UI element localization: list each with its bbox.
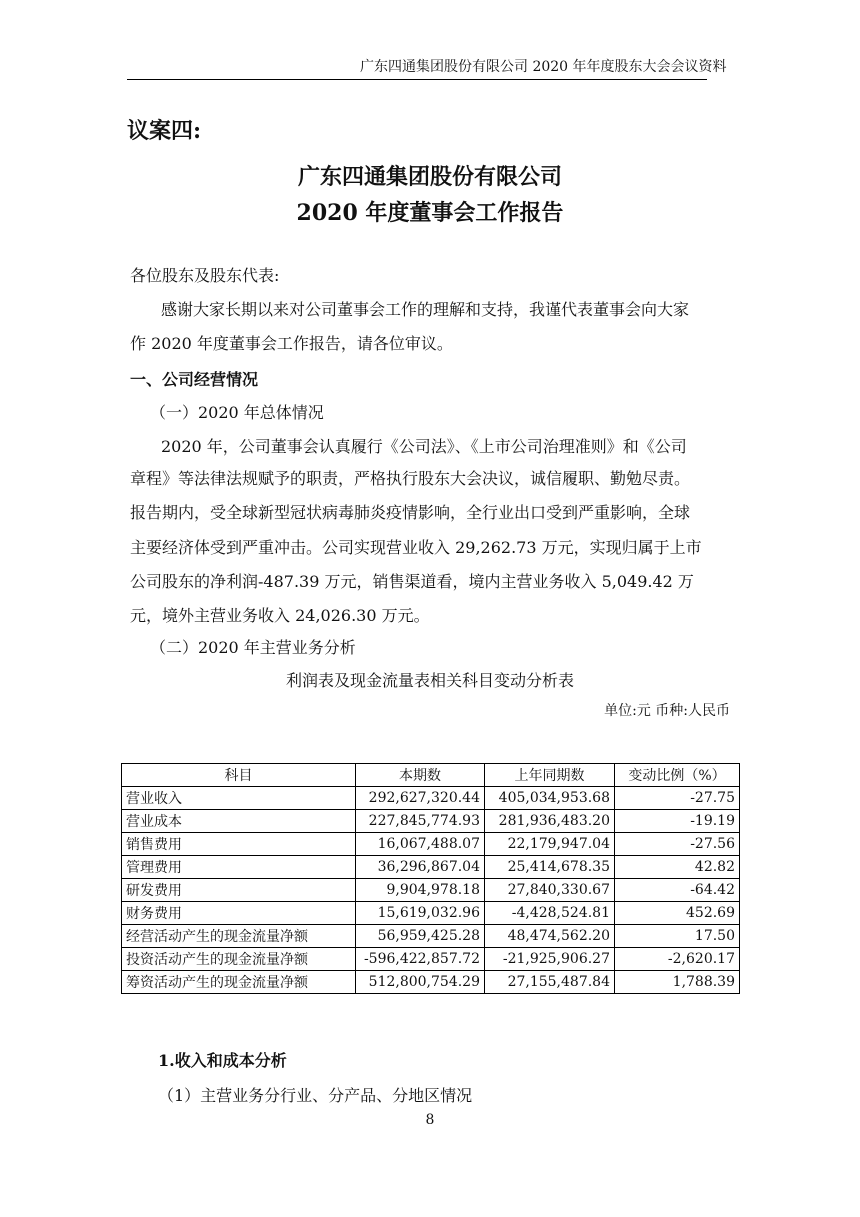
prior-value: 27,840,330.67 xyxy=(485,879,615,902)
row-label: 经营活动产生的现金流量净额 xyxy=(122,925,356,948)
table-row xyxy=(122,833,740,856)
page-number: 8 xyxy=(425,1112,435,1128)
subsection-overall: （一）2020 年总体情况 xyxy=(150,403,324,422)
change-ratio: 1,788.39 xyxy=(615,971,740,994)
row-label: 财务费用 xyxy=(122,902,356,925)
row-label: 销售费用 xyxy=(122,833,356,856)
current-value: -596,422,857.72 xyxy=(356,948,485,971)
greeting: 各位股东及股东代表: xyxy=(130,266,280,285)
running-header: 广东四通集团股份有限公司 2020 年年度股东大会会议资料 xyxy=(360,59,727,75)
row-label: 管理费用 xyxy=(122,856,356,879)
prior-value: -4,428,524.81 xyxy=(485,902,615,925)
change-ratio: -27.75 xyxy=(615,787,740,810)
current-value: 56,959,425.28 xyxy=(356,925,485,948)
change-ratio: 17.50 xyxy=(615,925,740,948)
row-label: 投资活动产生的现金流量净额 xyxy=(122,948,356,971)
document-title-company: 广东四通集团股份有限公司 xyxy=(297,164,562,190)
column-header-item: 科目 xyxy=(122,764,356,787)
table-unit-note: 单位:元 币种:人民币 xyxy=(604,703,730,719)
column-header-change: 变动比例（%） xyxy=(615,764,740,787)
subsection-main-business: （二）2020 年主营业务分析 xyxy=(150,638,356,657)
row-label: 研发费用 xyxy=(122,879,356,902)
current-value: 36,296,867.04 xyxy=(356,856,485,879)
prior-value: 22,179,947.04 xyxy=(485,833,615,856)
column-header-prior: 上年同期数 xyxy=(485,764,615,787)
prior-value: 281,936,483.20 xyxy=(485,810,615,833)
table-caption: 利润表及现金流量表相关科目变动分析表 xyxy=(285,671,574,690)
change-ratio: -64.42 xyxy=(615,879,740,902)
prior-value: 27,155,487.84 xyxy=(485,971,615,994)
column-header-current: 本期数 xyxy=(356,764,485,787)
body-line: 章程》等法律法规赋予的职责，严格执行股东大会决议，诚信履职、勤勉尽责。 xyxy=(130,469,691,488)
section-heading-revenue-cost: 1.收入和成本分析 xyxy=(158,1051,287,1070)
current-value: 292,627,320.44 xyxy=(356,787,485,810)
row-label: 营业收入 xyxy=(122,787,356,810)
table-row xyxy=(122,925,740,948)
body-line: 主要经济体受到严重冲击。公司实现营业收入 29,262.73 万元，实现归属于上市 xyxy=(130,538,702,557)
prior-value: 48,474,562.20 xyxy=(485,925,615,948)
current-value: 15,619,032.96 xyxy=(356,902,485,925)
document-title-report: 2020 年度董事会工作报告 xyxy=(296,200,564,226)
intro-line-2: 作 2020 年度董事会工作报告，请各位审议。 xyxy=(130,334,453,353)
body-line: 2020 年，公司董事会认真履行《公司法》、《上市公司治理准则》和《公司 xyxy=(161,437,687,456)
table-row xyxy=(122,856,740,879)
financial-change-table xyxy=(121,763,740,994)
intro-line-1: 感谢大家长期以来对公司董事会工作的理解和支持，我谨代表董事会向大家 xyxy=(161,300,690,319)
current-value: 227,845,774.93 xyxy=(356,810,485,833)
current-value: 9,904,978.18 xyxy=(356,879,485,902)
change-ratio: -27.56 xyxy=(615,833,740,856)
change-ratio: 452.69 xyxy=(615,902,740,925)
prior-value: 405,034,953.68 xyxy=(485,787,615,810)
table-row xyxy=(122,971,740,994)
table-row xyxy=(122,902,740,925)
table-row xyxy=(122,879,740,902)
table-row xyxy=(122,787,740,810)
body-line: 元，境外主营业务收入 24,026.30 万元。 xyxy=(130,606,430,625)
current-value: 512,800,754.29 xyxy=(356,971,485,994)
motion-label: 议案四: xyxy=(127,118,202,144)
body-line: 公司股东的净利润-487.39 万元，销售渠道看，境内主营业务收入 5,049.42 万 xyxy=(130,572,694,591)
table-header-row xyxy=(122,764,740,787)
row-label: 筹资活动产生的现金流量净额 xyxy=(122,971,356,994)
change-ratio: 42.82 xyxy=(615,856,740,879)
section-heading-operations: 一、公司经营情况 xyxy=(130,370,259,389)
current-value: 16,067,488.07 xyxy=(356,833,485,856)
row-label: 营业成本 xyxy=(122,810,356,833)
table-row xyxy=(122,948,740,971)
change-ratio: -2,620.17 xyxy=(615,948,740,971)
table-row xyxy=(122,810,740,833)
header-rule xyxy=(127,79,707,80)
prior-value: -21,925,906.27 xyxy=(485,948,615,971)
change-ratio: -19.19 xyxy=(615,810,740,833)
subsection-breakdown: （1）主营业务分行业、分产品、分地区情况 xyxy=(158,1086,473,1105)
prior-value: 25,414,678.35 xyxy=(485,856,615,879)
body-line: 报告期内，受全球新型冠状病毒肺炎疫情影响，全行业出口受到严重影响，全球 xyxy=(130,503,691,522)
